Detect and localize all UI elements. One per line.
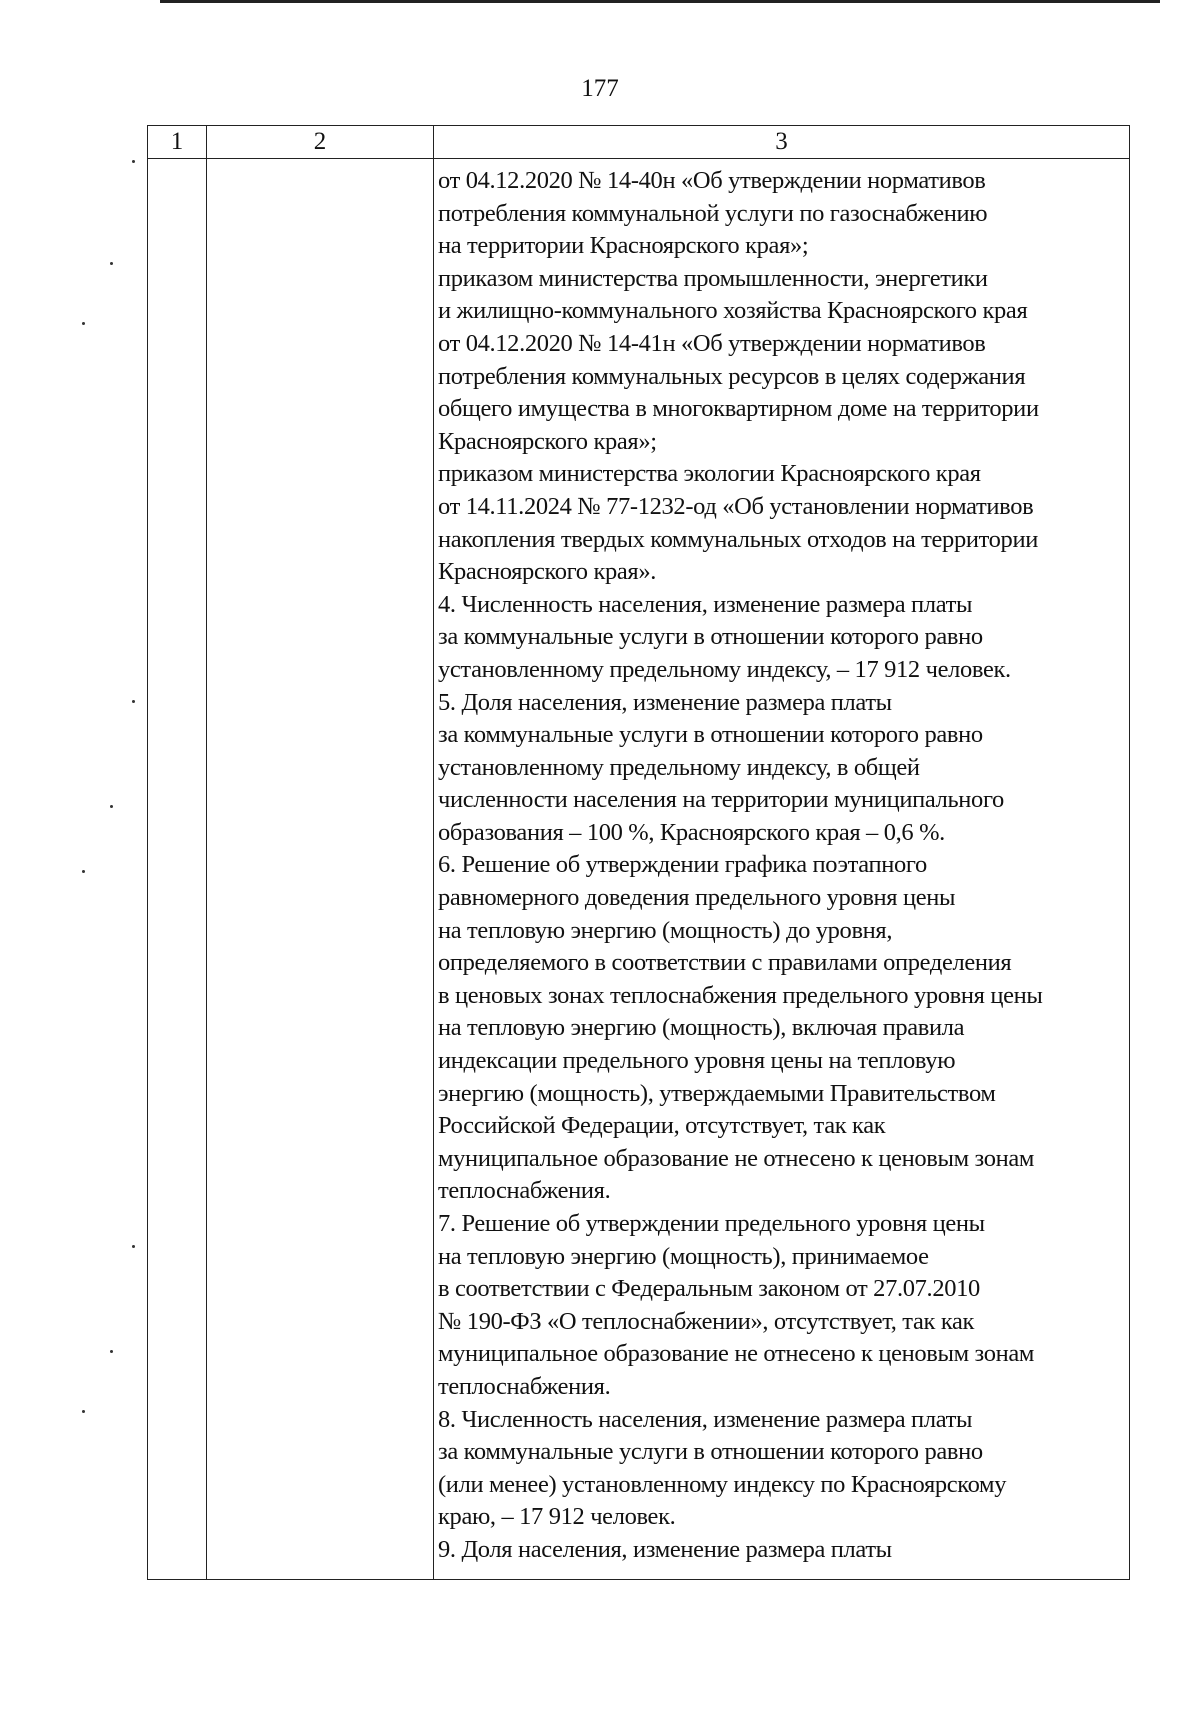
scan-speck bbox=[82, 1410, 85, 1413]
scan-speck bbox=[132, 700, 135, 703]
text-line: энергию (мощность), утверждаемыми Правительством bbox=[438, 1079, 996, 1107]
cell-column-2 bbox=[207, 159, 434, 1580]
text-line: теплоснабжения. bbox=[438, 1177, 611, 1205]
scan-speck bbox=[110, 805, 113, 808]
text-line: краю, – 17 912 человек. bbox=[438, 1503, 676, 1531]
text-line: численности населения на территории муниципального bbox=[438, 786, 1004, 814]
text-line: Красноярского края». bbox=[438, 558, 657, 586]
top-rule bbox=[160, 0, 1160, 3]
text-line: (или менее) установленному индексу по Красноярскому bbox=[438, 1470, 1007, 1498]
text-line: за коммунальные услуги в отношении которого равно bbox=[438, 1438, 983, 1466]
text-line: общего имущества в многоквартирном доме на территории bbox=[438, 395, 1039, 423]
text-line: 8. Численность населения, изменение размера платы bbox=[438, 1405, 973, 1433]
cell-column-3 bbox=[434, 159, 1130, 1580]
column-header-2: 2 bbox=[207, 126, 434, 159]
scan-speck bbox=[110, 262, 113, 265]
scan-speck bbox=[110, 1350, 113, 1353]
text-line: № 190-ФЗ «О теплоснабжении», отсутствует, так как bbox=[438, 1307, 975, 1335]
scan-speck bbox=[132, 160, 135, 163]
text-line: за коммунальные услуги в отношении которого равно bbox=[438, 623, 983, 651]
text-line: Красноярского края»; bbox=[438, 427, 657, 455]
text-line: муниципальное образование не отнесено к ценовым зонам bbox=[438, 1144, 1035, 1172]
column-header-1: 1 bbox=[148, 126, 207, 159]
table-header-row bbox=[148, 126, 1130, 159]
column-3-text bbox=[434, 159, 1129, 1567]
scan-speck bbox=[82, 322, 85, 325]
text-line: равномерного доведения предельного уровня цены bbox=[438, 884, 956, 912]
text-line: в ценовых зонах теплоснабжения предельного уровня цены bbox=[438, 981, 1043, 1009]
text-line: Российской Федерации, отсутствует, так как bbox=[438, 1112, 886, 1140]
text-line: приказом министерства промышленности, энергетики bbox=[438, 264, 988, 292]
page-number: 177 bbox=[581, 75, 619, 102]
text-line: 5. Доля населения, изменение размера платы bbox=[438, 688, 892, 716]
text-line: образования – 100 %, Красноярского края – 0,6 %. bbox=[438, 818, 945, 846]
table-row bbox=[148, 159, 1130, 1580]
text-line: за коммунальные услуги в отношении которого равно bbox=[438, 721, 983, 749]
document-table bbox=[147, 125, 1130, 1580]
text-line: от 04.12.2020 № 14-40н «Об утверждении нормативов bbox=[438, 167, 986, 194]
text-line: приказом министерства экологии Красноярского края bbox=[438, 460, 981, 488]
column-header-3: 3 bbox=[434, 126, 1130, 159]
text-line: в соответствии с Федеральным законом от 27.07.2010 bbox=[438, 1275, 980, 1303]
text-line: установленному предельному индексу, в общей bbox=[438, 753, 920, 781]
text-line: индексации предельного уровня цены на тепловую bbox=[438, 1047, 956, 1075]
scan-speck bbox=[82, 870, 85, 873]
scan-speck bbox=[132, 1245, 135, 1248]
text-line: на тепловую энергию (мощность), принимаемое bbox=[438, 1242, 929, 1270]
text-line: муниципальное образование не отнесено к ценовым зонам bbox=[438, 1340, 1035, 1368]
text-line: на тепловую энергию (мощность), включая правила bbox=[438, 1014, 965, 1042]
text-line: от 14.11.2024 № 77-1232-од «Об установлении нормативов bbox=[438, 492, 1034, 520]
text-line: потребления коммунальных ресурсов в целях содержания bbox=[438, 362, 1026, 390]
text-line: 7. Решение об утверждении предельного уровня цены bbox=[438, 1210, 985, 1237]
text-line: на тепловую энергию (мощность) до уровня, bbox=[438, 916, 893, 944]
text-line: и жилищно-коммунального хозяйства Красноярского края bbox=[438, 297, 1028, 325]
text-line: 9. Доля населения, изменение размера платы bbox=[438, 1535, 892, 1563]
text-line: потребления коммунальной услуги по газоснабжению bbox=[438, 199, 988, 227]
text-line: 6. Решение об утверждении графика поэтапного bbox=[438, 851, 927, 879]
text-line: от 04.12.2020 № 14-41н «Об утверждении нормативов bbox=[438, 329, 986, 357]
text-line: установленному предельному индексу, – 17 912 человек. bbox=[438, 655, 1011, 683]
cell-column-1 bbox=[148, 159, 207, 1580]
text-line: определяемого в соответствии с правилами определения bbox=[438, 949, 1012, 977]
text-line: 4. Численность населения, изменение размера платы bbox=[438, 590, 973, 618]
text-line: накопления твердых коммунальных отходов на территории bbox=[438, 525, 1038, 553]
text-line: на территории Красноярского края»; bbox=[438, 232, 809, 260]
text-line: теплоснабжения. bbox=[438, 1372, 611, 1400]
